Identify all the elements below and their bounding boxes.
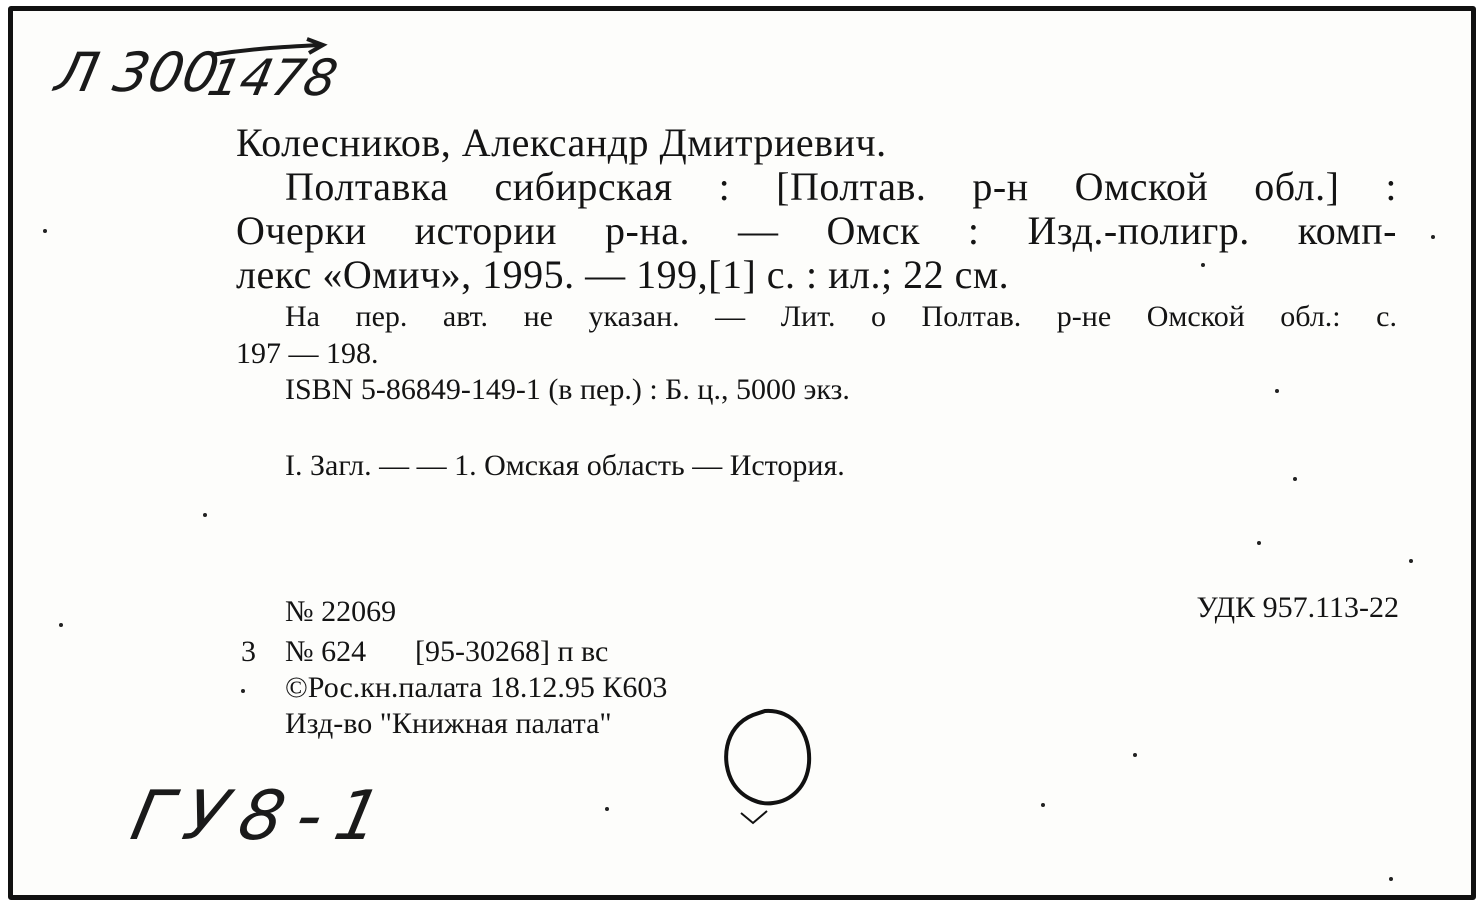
scan-speck [1389,877,1393,881]
scan-speck [1275,389,1279,393]
tracings-line: I. Загл. — — 1. Омская область — История. [285,449,845,482]
scan-speck [1431,235,1435,239]
card-number: № 22069 [285,595,397,628]
note-line-1: На пер. авт. не указан. — Лит. о Полтав. р-не Омской обл.: с. [285,300,1397,333]
title-line-1: Полтавка сибирская : [Полтав. р-н Омской обл.] : [285,164,1397,209]
title-line-2: Очерки истории р-на. — Омск : Изд.-полигр. комп- [236,208,1397,253]
note-line-2: 197 — 198. [236,337,379,370]
order-code: [95-30268] п вс [415,635,609,668]
order-number: № 624 [285,635,367,668]
author-heading: Колесников, Александр Дмитриевич. [236,120,887,165]
handwritten-bottom-code: ГУ8-1 [124,777,402,856]
card-hole-icon [713,701,823,831]
order-digit: 3 [241,635,256,668]
scan-speck [1409,559,1413,563]
scan-speck [1041,803,1045,807]
scan-speck [1201,263,1205,267]
handwritten-card-number: 1478 [202,49,343,107]
handwritten-shelf-code: Л 300 [50,41,225,104]
scan-speck [203,513,207,517]
scan-speck [43,229,47,233]
scan-speck [605,807,609,811]
udk-code: УДК 957.113-22 [1196,591,1399,624]
isbn-line: ISBN 5-86849-149-1 (в пер.) : Б. ц., 5000 экз. [285,373,850,406]
publisher-line: Изд-во "Книжная палата" [285,707,612,740]
scan-speck [241,689,245,693]
scan-speck [1133,753,1137,757]
scan-speck [1293,477,1297,481]
scan-speck [59,623,63,627]
handwritten-arrow-icon [209,37,329,61]
book-chamber-line: ©Рос.кн.палата 18.12.95 К603 [285,671,668,704]
title-line-3: лекс «Омич», 1995. — 199,[1] с. : ил.; 22 см. [236,252,1010,297]
catalog-card [8,6,1476,900]
scan-speck [1257,541,1261,545]
